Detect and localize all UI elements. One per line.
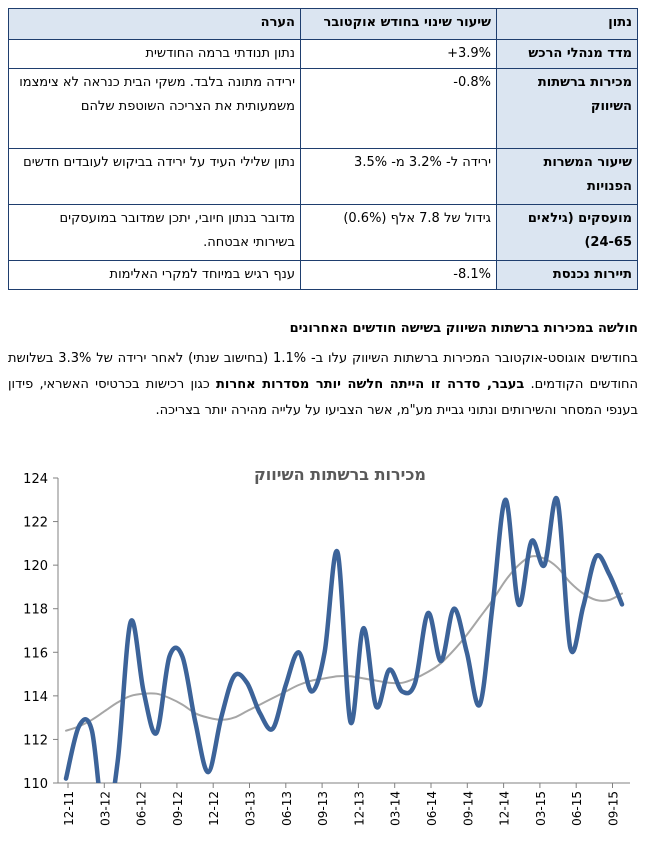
section-heading: חולשה במכירות ברשתות השיווק בשישה חודשים האחרונים xyxy=(289,321,638,336)
x-tick-label: 03-13 xyxy=(243,791,258,826)
x-tick-label: 12-12 xyxy=(207,791,222,826)
row-change: גידול של 7.8 אלף (0.6%) xyxy=(301,205,497,261)
y-axis xyxy=(23,472,58,792)
row-item: מכירות ברשתות השיווק xyxy=(497,69,638,149)
sales-chart xyxy=(0,452,671,862)
x-tick-label: 03-14 xyxy=(388,791,403,826)
series-line-sales xyxy=(66,498,622,827)
paragraph-bold-text: בעבר, סדרה זו הייתה חלשה יותר מסדרות אחרות xyxy=(216,377,525,392)
y-tick-label: 120 xyxy=(23,559,48,575)
y-tick-label: 124 xyxy=(23,472,48,487)
x-tick-label: 06-13 xyxy=(279,791,294,826)
y-tick-label: 114 xyxy=(23,689,48,705)
y-tick-label: 116 xyxy=(23,646,48,662)
table-row xyxy=(9,69,638,149)
header-item: נתון xyxy=(497,9,638,40)
y-tick-label: 122 xyxy=(23,515,48,531)
paragraph-text-1: בחודשים אוגוסט-אוקטובר המכירות ברשתות השיווק עלו ב- 1.1% (בחישוב שנתי) לאחר ירידה של 3.3% בשלושת החודשים הקודמים. xyxy=(8,351,638,392)
y-tick-label: 112 xyxy=(23,733,48,749)
row-item: מדד מנהלי הרכש xyxy=(497,40,638,69)
x-tick-label: 09-12 xyxy=(170,791,185,826)
row-note: ענף רגיש במיוחד למקרי האלימות xyxy=(9,261,301,290)
header-note: הערה xyxy=(9,9,301,40)
table-header-row xyxy=(9,9,638,40)
table-row xyxy=(9,261,638,290)
x-tick-label: 09-14 xyxy=(461,791,476,826)
series-group xyxy=(66,498,622,827)
header-change: שיעור שינוי בחודש אוקטובר xyxy=(301,9,497,40)
x-tick-label: 03-12 xyxy=(98,791,113,826)
paragraph-text-2: כגון רכישות בכרטיסי האשראי, פידון בענפי המסחר והשירותים ונתוני גביית מע"מ, אשר הצביעו על עלייה מהירה יותר בצריכה. xyxy=(8,377,638,418)
x-tick-label: 03-15 xyxy=(533,791,548,826)
table-row xyxy=(9,205,638,261)
y-tick-label: 110 xyxy=(23,777,48,792)
row-note: מדובר בנתון חיובי, יתכן שמדובר במועסקים בשירותי אבטחה. xyxy=(9,205,301,261)
row-note: נתון שלילי העיד על ירידה בביקוש לעובדים חדשים xyxy=(9,149,301,205)
x-tick-label: 12-13 xyxy=(352,791,367,826)
row-item: מועסקים (גילאים 24-65) xyxy=(497,205,638,261)
y-tick-label: 118 xyxy=(23,602,48,618)
table-row xyxy=(9,40,638,69)
row-item: תיירות נכנסת xyxy=(497,261,638,290)
x-tick-label: 09-15 xyxy=(606,791,621,826)
row-note: נתון תנודתי ברמה החודשית xyxy=(9,40,301,69)
summary-table xyxy=(8,8,638,290)
row-change: +3.9% xyxy=(301,40,497,69)
x-tick-label: 06-15 xyxy=(570,791,585,826)
x-tick-label: 06-12 xyxy=(134,791,149,826)
row-change: -0.8% xyxy=(301,69,497,149)
x-tick-label: 12-14 xyxy=(497,791,512,826)
x-tick-label: 09-13 xyxy=(316,791,331,826)
chart-title: מכירות ברשתות השיווק xyxy=(253,465,427,484)
section-paragraph xyxy=(8,346,638,424)
row-note: ירידה מתונה בלבד. משקי הבית כנראה לא צימצמו משמעותית את הצריכה השוטפת שלהם xyxy=(9,69,301,149)
table-row xyxy=(9,149,638,205)
x-tick-label: 12-11 xyxy=(62,791,76,826)
row-change: ירידה ל- 3.2% מ- 3.5% xyxy=(301,149,497,205)
row-change: -8.1% xyxy=(301,261,497,290)
x-axis xyxy=(58,783,630,826)
x-tick-label: 06-14 xyxy=(425,791,439,826)
row-item: שיעור המשרות הפנויות xyxy=(497,149,638,205)
